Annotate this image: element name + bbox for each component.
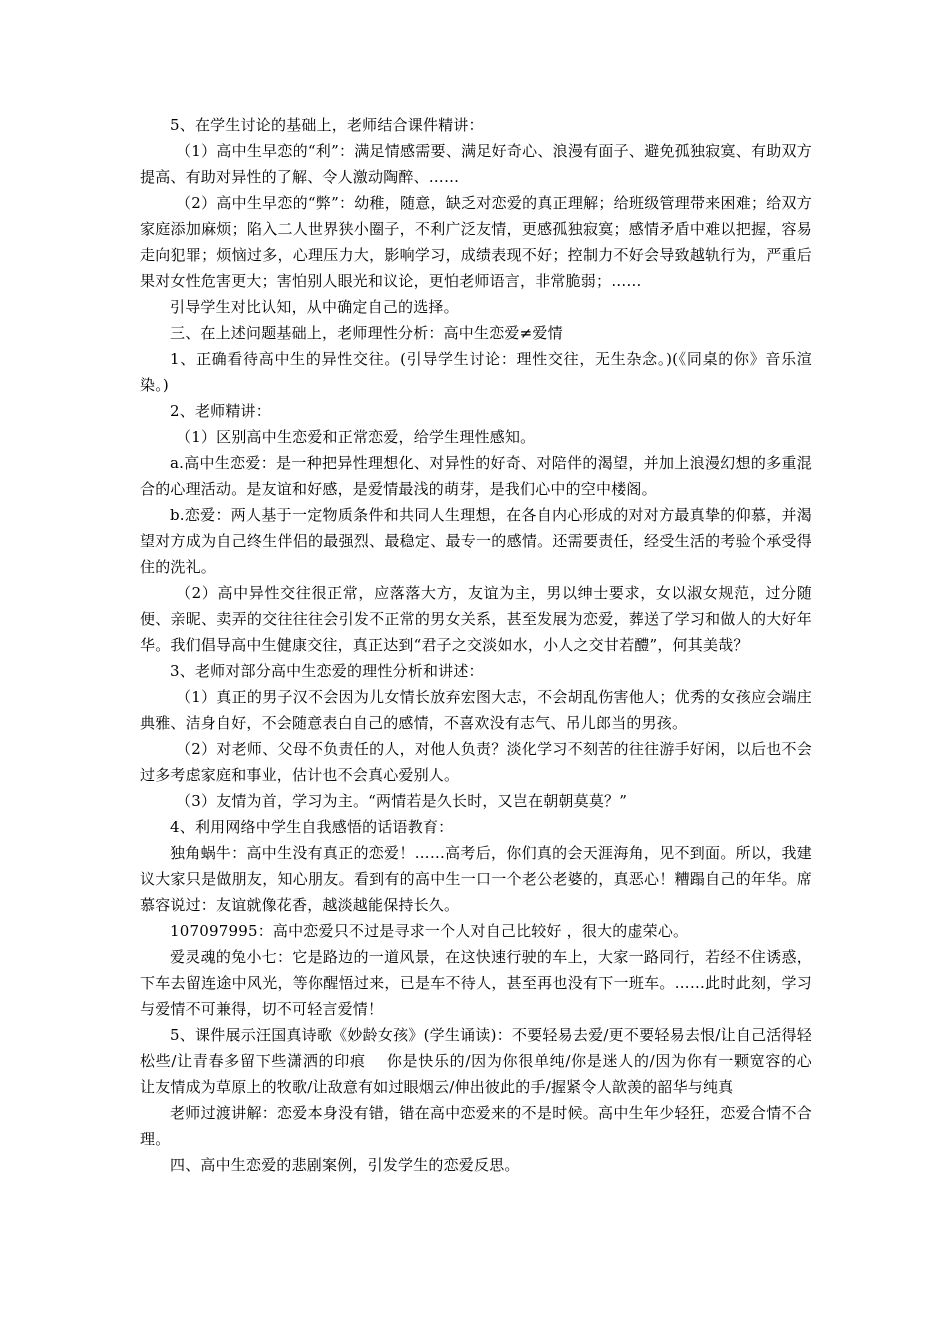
document-body bbox=[140, 112, 828, 1178]
paragraph-drawbacks: （2）高中生早恋的“弊”：幼稚，随意，缺乏对恋爱的真正理解；给班级管理带来困难；给双方家庭添加麻烦；陷入二人世界狭小圈子，不利广泛友情，更感孤独寂寞；感情矛盾中难以把握，容易走向犯罪；烦恼过多，心理压力大，影响学习，成绩表现不好；控制力不好会导致越轨行为，严重后果对女性危害更大；害怕别人眼光和议论，更怕老师语言，非常脆弱；…… bbox=[140, 194, 812, 290]
section-heading-three: 三、在上述问题基础上，老师理性分析：高中生恋爱≠爱情 bbox=[170, 324, 563, 342]
paragraph-transition: 老师过渡讲解：恋爱本身没有错，错在高中恋爱来的不是时候。高中生年少轻狂，恋爱合情不合理。 bbox=[140, 1104, 812, 1148]
paragraph-3-analysis: 3、老师对部分高中生恋爱的理性分析和讲述： bbox=[170, 662, 484, 680]
paragraph-normal-interaction: （2）高中异性交往很正常，应落落大方，友谊为主，男以绅士要求，女以淑女规范，过分随便、亲昵、卖弄的交往往往会引发不正常的男女关系，甚至发展为恋爱，葬送了学习和做人的大好年华。我们倡导高中生健康交往，真正达到“君子之交淡如水，小人之交甘若醴”，何其美哉？ bbox=[140, 584, 812, 654]
paragraph-2-teacher: 2、老师精讲： bbox=[170, 402, 271, 420]
paragraph-analysis-3: （3）友情为首，学习为主。“两情若是久长时，又岂在朝朝莫莫？” bbox=[176, 792, 628, 810]
paragraph-benefits: （1）高中生早恋的“利”：满足情感需要、满足好奇心、浪漫有面子、避免孤独寂寞、有助双方提高、有助对异性的了解、令人激动陶醉、…… bbox=[140, 142, 812, 186]
paragraph-distinguish: （1）区别高中生恋爱和正常恋爱，给学生理性感知。 bbox=[176, 428, 536, 446]
paragraph-analysis-2: （2）对老师、父母不负责任的人，对他人负责？淡化学习不刻苦的往往游手好闲，以后也不会过多考虑家庭和事业，估计也不会真心爱别人。 bbox=[140, 740, 812, 784]
paragraph-quote-snail: 独角蜗牛：高中生没有真正的恋爱！……高考后，你们真的会天涯海角，见不到面。所以，我建议大家只是做朋友，知心朋友。看到有的高中生一口一个老公老婆的，真恶心！糟蹋自己的年华。席慕容说过：友谊就像花香，越淡越能保持长久。 bbox=[140, 844, 812, 914]
paragraph-a-definition: a.高中生恋爱：是一种把异性理想化、对异性的好奇、对陪伴的渴望，并加上浪漫幻想的多重混合的心理活动。是友谊和好感，是爱情最浅的萌芽，是我们心中的空中楼阁。 bbox=[140, 454, 812, 498]
paragraph-analysis-1: （1）真正的男子汉不会因为儿女情长放弃宏图大志，不会胡乱伤害他人；优秀的女孩应会端庄典雅、洁身自好，不会随意表白自己的感情，不喜欢没有志气、吊儿郎当的男孩。 bbox=[140, 688, 812, 732]
paragraph-1-correct-view: 1、正确看待高中生的异性交往。(引导学生讨论：理性交往，无生杂念。)(《同桌的你》音乐渲染。) bbox=[140, 350, 812, 394]
paragraph-5-poem: 5、课件展示汪国真诗歌《妙龄女孩》(学生诵读)：不要轻易去爱/更不要轻易去恨/让自己活得轻松些/让青春多留下些潇洒的印痕 你是快乐的/因为你很单纯/你是迷人的/因为你有一颗宽容的心 让友情成为草原上的牧歌/让敌意有如过眼烟云/伸出彼此的手/握紧令人歆羡的韶华与纯真 bbox=[140, 1026, 828, 1096]
paragraph-quote-number: 107097995：高中恋爱只不过是寻求一个人对自己比较好 ，很大的虚荣心。 bbox=[170, 922, 689, 940]
paragraph-quote-rabbit: 爱灵魂的兔小七：它是路边的一道风景，在这快速行驶的车上，大家一路同行，若经不住诱惑，下车去留连途中风光，等你醒悟过来，已是车不待人，甚至再也没有下一班车。……此时此刻，学习与爱情不可兼得，切不可轻言爱情！ bbox=[140, 948, 812, 1018]
section-heading-four: 四、高中生恋爱的悲剧案例，引发学生的恋爱反思。 bbox=[170, 1156, 520, 1174]
paragraph-4-online: 4、利用网络中学生自我感悟的话语教育： bbox=[170, 818, 454, 836]
paragraph-guide-compare: 引导学生对比认知，从中确定自己的选择。 bbox=[170, 298, 459, 316]
paragraph-b-definition: b.恋爱：两人基于一定物质条件和共同人生理想，在各自内心形成的对对方最真挚的仰慕，并渴望对方成为自己终生伴侣的最强烈、最稳定、最专一的感情。还需要责任，经受生活的考验个承受得住的洗礼。 bbox=[140, 506, 812, 576]
paragraph-5-intro: 5、在学生讨论的基础上，老师结合课件精讲： bbox=[170, 116, 484, 134]
